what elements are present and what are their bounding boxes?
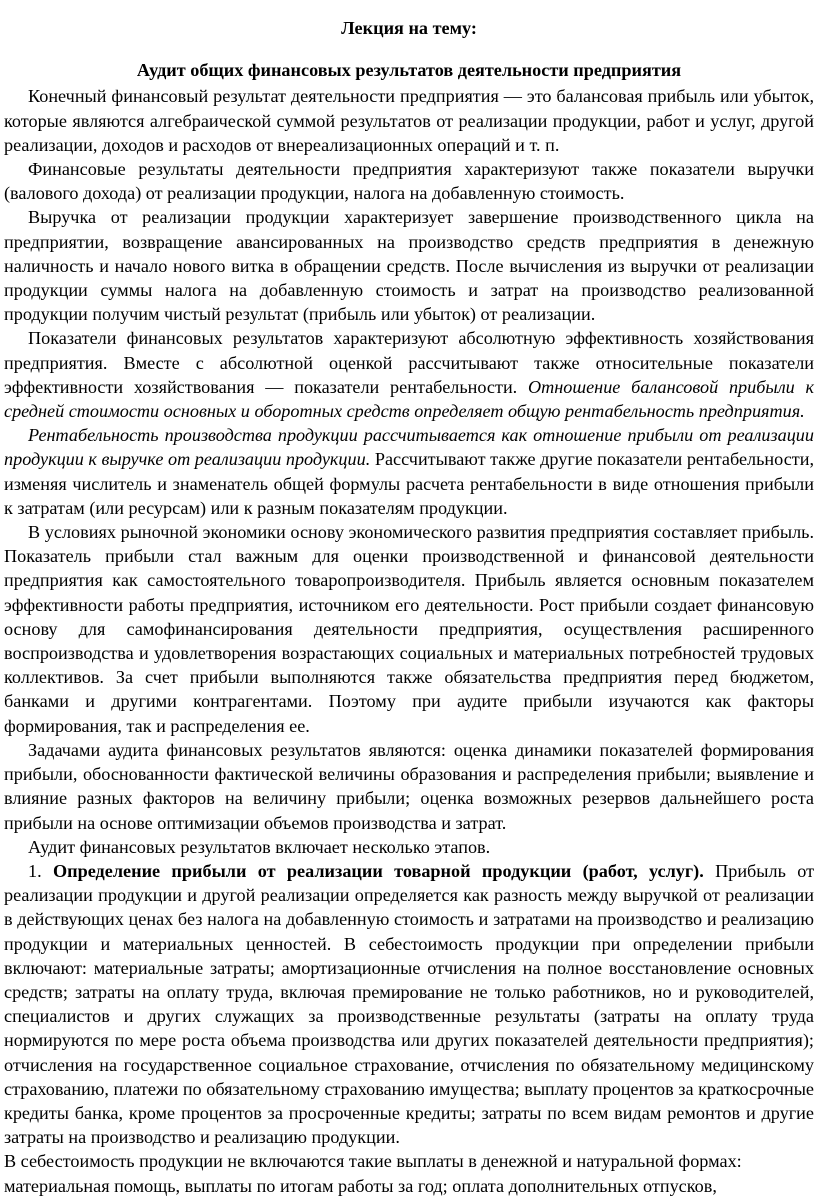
paragraph-4-italic: Отношение балансовой прибыли к средней стоимости основных и оборотных средств определяет общую рентабельность предприятия. <box>4 376 814 422</box>
step-number: 1. <box>28 860 42 881</box>
lecture-label: Лекция на тему: <box>341 18 477 38</box>
paragraph-4 <box>4 326 814 423</box>
paragraph-6: В условиях рыночной экономики основу экономического развития предприятия составляет прибыль. Показатель прибыли стал важным для оценки производственной и финансовой деятельности предприятия как самостоятельного товаропроизводителя. Прибыль является основным показателем эффективности работы предприятия, источником его деятельности. Рост прибыли создает финансовую основу для самофинансирования деятельности предприятия, осуществления расширенного воспроизводства и удовлетворения возрастающих социальных и материальных потребностей трудовых коллективов. За счет прибыли выполняются также обязательства предприятия перед бюджетом, банками и другими контрагентами. Поэтому при аудите прибыли изучаются как факторы формирования, так и распределения ее. <box>4 522 814 736</box>
document-title: Аудит общих финансовых результатов деятельности предприятия <box>136 60 682 81</box>
paragraph-3: Выручка от реализации продукции характеризует завершение производственного цикла на предприятии, возвращение авансированных на производство средств предприятия в денежную наличность и начало нового витка в обращении средств. После вычисления из выручки от реализации продукции суммы налога на добавленную стоимость и затрат на производство реализованной продукции получим чистый результат (прибыль или убыток) от реализации. <box>4 207 814 325</box>
paragraph-10: В себестоимость продукции не включаются такие выплаты в денежной и натуральной формах: <box>4 1151 742 1172</box>
paragraph-5 <box>4 423 814 520</box>
paragraph-2: Финансовые результаты деятельности предприятия характеризуют также показатели выручки (валового дохода) от реализации продукции, налога на добавленную стоимость. <box>4 159 814 204</box>
paragraph-8: Аудит финансовых результатов включает несколько этапов. <box>28 836 491 857</box>
paragraph-7: Задачами аудита финансовых результатов являются: оценка динамики показателей формирования прибыли, обоснованности фактической величины образования и распределения прибыли; выявление и влияние разных факторов на величину прибыли; оценка возможных резервов дальнейшего роста прибыли на основе оптимизации объемов производства и затрат. <box>4 739 814 833</box>
paragraph-9-text: Прибыль от реализации продукции и другой реализации определяется как разность между выручкой от реализации в действующих ценах без налога на добавленную стоимость и затратами на производство и реализацию продукции и материальных ценностей. В себестоимость продукции при определении прибыли включают: материальные затраты; амортизационные отчисления на полное восстановление основных средств; затраты на оплату труда, включая премирование не только работников, но и руководителей, специалистов и других служащих за производственные результаты (затраты на оплату труда нормируются по мере роста объема производства или других показателей деятельности предприятия); отчисления на государственное социальное страхование, отчисления по обязательному медицинскому страхованию, платежи по обязательному страхованию имущества; выплату процентов за краткосрочные кредиты банка, кроме процентов за просроченные кредиты; затраты по всем видам ремонтов и другие затраты на производство и реализацию продукции. <box>4 860 815 1148</box>
paragraph-9 <box>4 859 814 1149</box>
paragraph-5-text: Рассчитывают также другие показатели рентабельности, изменяя числитель и знаменатель общей формулы расчета рентабельности в виде отношения прибыли к затратам (или ресурсам) или к разным показателям продукции. <box>4 449 814 518</box>
paragraph-5-italic: Рентабельность производства продукции рассчитывается как отношение прибыли от реализации продукции к выручке от реализации продукции. <box>4 425 814 470</box>
paragraph-1: Конечный финансовый результат деятельности предприятия — это балансовая прибыль или убыток, которые являются алгебраической суммой результатов от реализации продукции, работ и услуг, другой реализации, доходов и расходов от внереализационных операций и т. п. <box>4 86 814 155</box>
paragraph-4-text: Показатели финансовых результатов характеризуют абсолютную эффективность хозяйствования предприятия. Вместе с абсолютной оценкой рассчитывают также относительные показатели эффективности хозяйствования — показатели рентабельности. <box>4 328 814 397</box>
step-heading: Определение прибыли от реализации товарной продукции (работ, услуг). <box>52 860 704 881</box>
paragraph-11: материальная помощь, выплаты по итогам работы за год; оплата дополнительных отпусков, <box>4 1175 717 1196</box>
